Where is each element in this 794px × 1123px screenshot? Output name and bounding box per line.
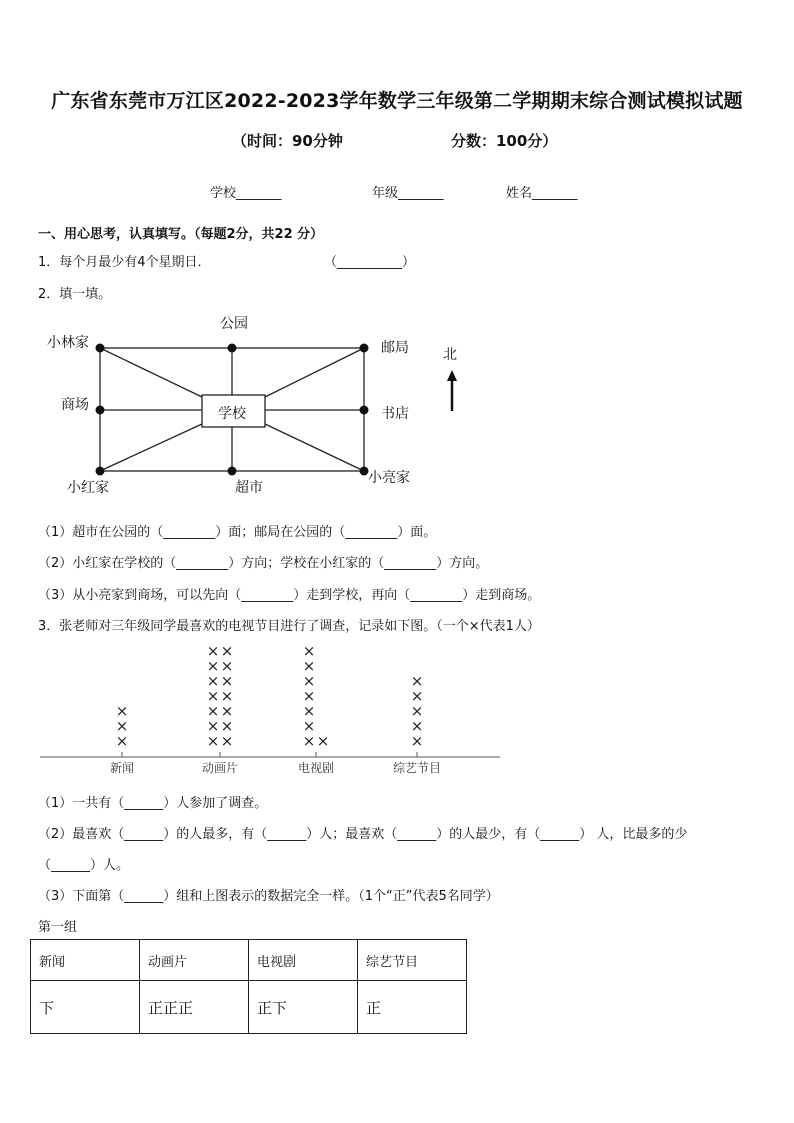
cross-mark: ×: [206, 687, 220, 705]
tally-table: [30, 939, 467, 1034]
cross-mark: ×: [410, 687, 424, 705]
dot-post: [360, 344, 369, 353]
grade-field[interactable]: 年级_______: [372, 186, 444, 201]
cross-mark: ×: [410, 672, 424, 690]
category-label: 动画片: [201, 761, 239, 775]
table-cell: 正下: [249, 981, 358, 1034]
map-diagram: [0, 300, 794, 500]
cross-mark: ×: [220, 687, 234, 705]
label-xiaoliang: 小亮家: [368, 470, 410, 486]
table-header: 动画片: [140, 940, 249, 981]
cross-mark: ×: [206, 642, 220, 660]
question-2: 2．填一填。: [38, 287, 112, 302]
label-north: 北: [443, 347, 457, 363]
cross-mark: ×: [410, 732, 424, 750]
cross-mark: ×: [206, 657, 220, 675]
table-cell: 正正正: [140, 981, 249, 1034]
cross-mark: ×: [410, 717, 424, 735]
label-post: 邮局: [381, 340, 409, 356]
q3-sub2a: （2）最喜欢（______）的人最多，有（______）人；最喜欢（______）的人最少，有（______） 人，比最多的少: [38, 827, 688, 842]
label-xiaolin: 小林家: [47, 335, 89, 351]
label-park: 公园: [220, 316, 248, 332]
cross-mark: ×: [220, 657, 234, 675]
cross-mark: ×: [206, 702, 220, 720]
pictograph-chart: [0, 640, 794, 780]
table-cell: 正: [358, 981, 467, 1034]
q3-sub2b: （______）人。: [38, 858, 130, 873]
cross-mark: ×: [302, 702, 316, 720]
dot-xiaohong: [96, 467, 105, 476]
cross-mark: ×: [115, 717, 129, 735]
cross-mark: ×: [220, 642, 234, 660]
cross-mark: ×: [206, 732, 220, 750]
q2-sub1: （1）超市在公园的（________）面；邮局在公园的（________）面。: [38, 525, 437, 540]
label-bookstore: 书店: [381, 406, 409, 422]
dot-bookstore: [360, 406, 369, 415]
dot-mall: [96, 406, 105, 415]
north-arrow-icon: [447, 370, 457, 381]
dot-park: [228, 344, 237, 353]
category-label: 综艺节目: [392, 761, 442, 775]
q3-sub1: （1）一共有（______）人参加了调查。: [38, 796, 268, 811]
road-post-school: [265, 348, 364, 397]
exam-score: 分数：100分）: [451, 132, 558, 150]
group-label: 第一组: [38, 920, 78, 935]
cross-mark: ×: [206, 672, 220, 690]
question-1-blank[interactable]: （__________）: [324, 255, 416, 270]
question-1: 1．每个月最少有4个星期日．: [38, 255, 211, 270]
road-xiaoliang-school: [265, 424, 364, 471]
cross-mark: ×: [115, 732, 129, 750]
table-cell: 下: [31, 981, 140, 1034]
q3-sub3: （3）下面第（______）组和上图表示的数据完全一样。（1个“正”代表5名同学）: [38, 889, 499, 904]
name-field[interactable]: 姓名_______: [506, 186, 578, 201]
cross-mark: ×: [302, 732, 316, 750]
q2-sub3: （3）从小亮家到商场，可以先向（________）走到学校，再向（________）走到商场。: [38, 588, 541, 603]
cross-mark: ×: [206, 717, 220, 735]
cross-mark: ×: [302, 687, 316, 705]
label-school: 学校: [218, 406, 246, 422]
label-market: 超市: [235, 480, 263, 496]
cross-mark: ×: [220, 732, 234, 750]
table-header: 电视剧: [249, 940, 358, 981]
cross-mark: ×: [302, 642, 316, 660]
cross-mark: ×: [302, 657, 316, 675]
school-field[interactable]: 学校_______: [210, 186, 282, 201]
category-label: 电视剧: [297, 761, 335, 775]
cross-mark: ×: [302, 717, 316, 735]
dot-market: [228, 467, 237, 476]
exam-time: （时间：90分钟: [232, 132, 343, 150]
cross-mark: ×: [316, 732, 330, 750]
road-xiaohong-school: [100, 424, 202, 471]
dot-xiaolin: [96, 344, 105, 353]
road-xiaolin-school: [100, 348, 202, 397]
cross-mark: ×: [220, 717, 234, 735]
label-mall: 商场: [61, 397, 89, 413]
question-3: 3．张老师对三年级同学最喜欢的电视节目进行了调查，记录如下图。（一个×代表1人）: [38, 619, 540, 634]
page-title: 广东省东莞市万江区2022-2023学年数学三年级第二学期期末综合测试模拟试题: [51, 90, 743, 112]
label-xiaohong: 小红家: [67, 480, 109, 496]
cross-mark: ×: [302, 672, 316, 690]
table-header: 综艺节目: [358, 940, 467, 981]
category-label: 新闻: [109, 761, 135, 775]
cross-mark: ×: [220, 702, 234, 720]
cross-mark: ×: [220, 672, 234, 690]
table-header: 新闻: [31, 940, 140, 981]
cross-mark: ×: [410, 702, 424, 720]
q2-sub2: （2）小红家在学校的（________）方向；学校在小红家的（________）方向。: [38, 556, 489, 571]
section-heading: 一、用心思考，认真填写。（每题2分，共22 分）: [38, 227, 324, 242]
cross-mark: ×: [115, 702, 129, 720]
